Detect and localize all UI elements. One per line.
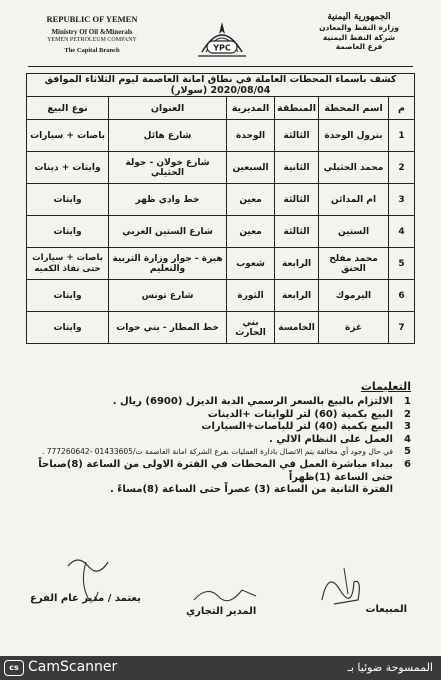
instruction-item: 5 في حال وجود أي مخالفة يتم الاتصال بادارة العمليات بفرع الشركة امانة العاصمة ت/01433605 -777260642 . (41, 446, 411, 458)
row-number: 5 (389, 248, 415, 280)
sale-type: وايتات (27, 184, 109, 216)
table-row (27, 120, 415, 152)
col-header-number: م (389, 97, 415, 120)
instruction-item: 6 بيداء مباشرة العمل في المحطات في الفترة الاولى من الساعة (8)صباحاً حتى الساعة (1)ظهراً (38, 458, 411, 483)
address: شارع الستين الغربي (109, 216, 227, 248)
sales-signature-icon (314, 560, 374, 610)
stations-table (26, 73, 415, 344)
sale-type: وايتات + دينات (27, 152, 109, 184)
branch-approval-label: يعتمد / مدير عام الفرع (30, 593, 141, 604)
col-header-district: المديرية (227, 97, 275, 120)
station-name: غزة (319, 312, 389, 344)
district: الوحدة (227, 120, 275, 152)
commercial-manager-signature-icon (190, 580, 260, 608)
address: شارع هائل (109, 120, 227, 152)
instruction-item: 2 البيع بكمية (60) لتر للوايتات +الدينات (207, 408, 411, 420)
branch-name: The Capital Branch (64, 46, 120, 54)
commercial-manager-label: المدير التجاري (186, 606, 257, 617)
header-english (22, 14, 162, 55)
sale-type: وايتات (27, 312, 109, 344)
address: شارع خولان - جولة الحثيلي (109, 152, 227, 184)
zone: الثالثة (275, 120, 319, 152)
district: معين (227, 184, 275, 216)
station-name: الستين (319, 216, 389, 248)
logo-text: YPC (213, 43, 231, 53)
address: خط وادي ظهر (109, 184, 227, 216)
district: بني الحارث (227, 312, 275, 344)
address: هبرة - جوار وزارة التربية والتعليم (109, 248, 227, 280)
row-number: 6 (389, 280, 415, 312)
zone: الثالثة (275, 216, 319, 248)
republic-arabic: الجمهورية اليمنية (327, 12, 391, 22)
table-title: كشف باسماء المحطات العاملة في نطاق امانة العاصمة ليوم الثلاثاء الموافق 2020/08/04 (سولار) (27, 74, 415, 97)
col-header-address: العنوان (109, 97, 227, 120)
instructions-list (21, 396, 411, 497)
ministry-name: Ministry Of Oil &Minerals (51, 28, 133, 37)
address: شارع تونس (109, 280, 227, 312)
row-number: 3 (389, 184, 415, 216)
district: شعوب (227, 248, 275, 280)
sale-type: باصات + سيارات (27, 120, 109, 152)
table-row (27, 184, 415, 216)
table-row (27, 152, 415, 184)
table-row (27, 312, 415, 344)
company-arabic: شركة النفط اليمنية (322, 32, 396, 42)
row-number: 7 (389, 312, 415, 344)
address: خط المطار - بني حوات (109, 312, 227, 344)
sale-type: وايتات (27, 280, 109, 312)
row-number: 1 (389, 120, 415, 152)
table-header-row (27, 97, 415, 120)
col-header-sale-type: نوع البيع (27, 97, 109, 120)
ypc-logo-icon (196, 16, 248, 60)
instruction-item: 3 البيع بكمية (40) لتر للباصات+السيارات (201, 421, 411, 433)
scanned-with-label: الممسوحة ضوئيا بـ (347, 661, 433, 674)
district: الثورة (227, 280, 275, 312)
scanner-footer (0, 656, 441, 680)
company-name: YEMEN PETROLEUM COMPANY (47, 36, 137, 43)
zone: الثانية (275, 152, 319, 184)
station-name: اليرموك (319, 280, 389, 312)
district: معين (227, 216, 275, 248)
header-divider (28, 66, 413, 67)
col-header-station: اسم المحطة (319, 97, 389, 120)
station-name: بترول الوحدة (319, 120, 389, 152)
table-row (27, 248, 415, 280)
header-arabic (299, 12, 419, 51)
zone: الرابعة (275, 280, 319, 312)
instructions-title: التعليمات (360, 380, 411, 393)
zone: الخامسة (275, 312, 319, 344)
zone: الرابعة (275, 248, 319, 280)
camscanner-brand: CamScanner (28, 659, 118, 675)
branch-arabic: فرع العاصمة (335, 42, 383, 51)
sales-signature-label: المبيعات (365, 604, 407, 615)
col-header-zone: المنطقة (275, 97, 319, 120)
row-number: 2 (389, 152, 415, 184)
sale-type: وايتات (27, 216, 109, 248)
station-name: محمد الحثيلي (319, 152, 389, 184)
district: السبعين (227, 152, 275, 184)
branch-manager-signature-icon (58, 552, 118, 612)
instruction-item: 4 العمل على النظام الالي . (268, 433, 411, 445)
instruction-item-continued: الفترة الثانية من الساعة (3) عصراً حتى الساعة (8)مساءً . (109, 484, 393, 496)
table-row (27, 216, 415, 248)
sale-type: باصات + سيارات حتى نفاذ الكميه (27, 248, 109, 280)
table-row (27, 280, 415, 312)
row-number: 4 (389, 216, 415, 248)
republic-of-yemen: REPUBLIC OF YEMEN (46, 14, 138, 24)
station-name: ام المدائن (319, 184, 389, 216)
instruction-item: 1 الالتزام بالبيع بالسعر الرسمي الدبة الديزل (6900) ريال . (112, 396, 411, 407)
zone: الثالثة (275, 184, 319, 216)
camscanner-badge-icon: cs (4, 660, 24, 676)
ministry-arabic: وزارة النفط والمعادن (319, 23, 399, 33)
station-name: محمد مفلح الحنق (319, 248, 389, 280)
